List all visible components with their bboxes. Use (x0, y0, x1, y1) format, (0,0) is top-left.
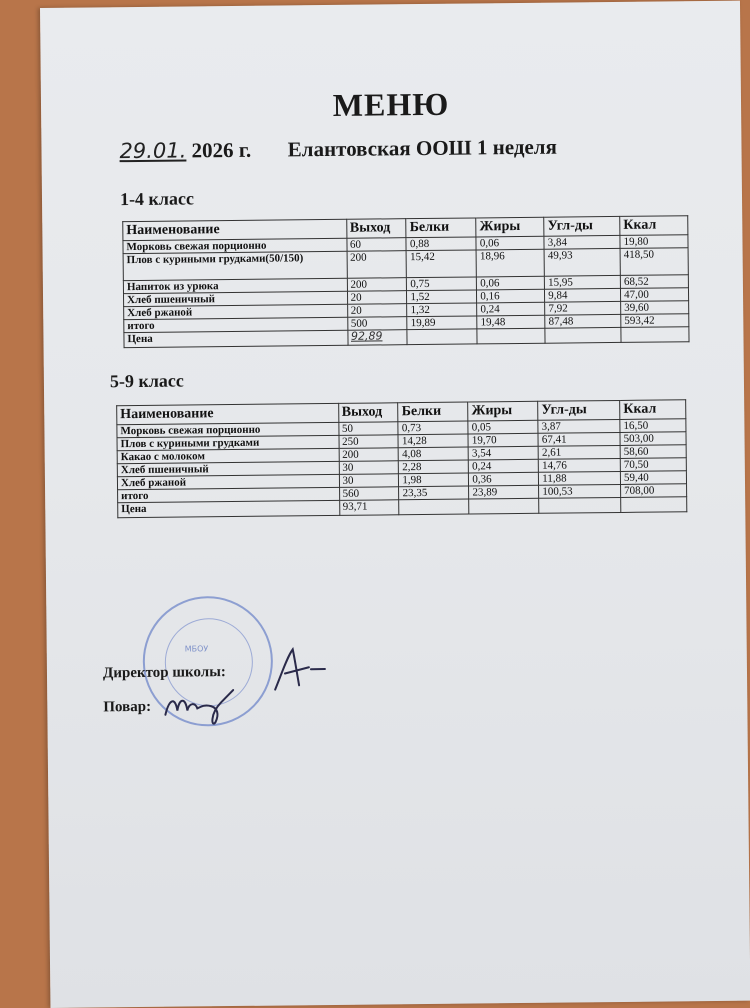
cell-carbs: 100,53 (539, 484, 621, 498)
cell-yield: 250 (338, 435, 398, 449)
cell-fats: 0,36 (469, 472, 539, 486)
total-label: итого (124, 317, 348, 332)
header-name: Наименование (123, 219, 347, 240)
cook-signature (159, 684, 239, 731)
cell-fats: 0,06 (477, 276, 545, 290)
header-carbs: Угл-ды (544, 216, 620, 236)
cell-carbs: 49,93 (544, 248, 620, 276)
header-yield: Выход (346, 219, 406, 239)
menu-table-5-9 (116, 399, 687, 518)
cell-kcal: 68,52 (620, 275, 688, 289)
header-kcal: Ккал (620, 216, 688, 236)
cell-kcal: 503,00 (620, 432, 686, 446)
cell-proteins: 0,88 (406, 237, 476, 251)
header-kcal: Ккал (620, 400, 686, 420)
header-fats: Жиры (476, 217, 544, 237)
header-fats: Жиры (468, 401, 538, 421)
header-name: Наименование (117, 403, 339, 424)
header-carbs: Угл-ды (538, 400, 620, 420)
cell-carbs: 2,61 (538, 445, 620, 459)
cell-carbs: 3,84 (544, 235, 620, 249)
cell-fats: 0,24 (477, 302, 545, 316)
cell-kcal: 418,50 (620, 248, 688, 276)
cell-carbs: 3,87 (538, 419, 620, 433)
dish-name: Плов с куриными грудками (117, 435, 339, 450)
paper-sheet (40, 1, 750, 1008)
cell-proteins: 2,28 (399, 460, 469, 474)
cell-fats: 0,06 (476, 236, 544, 250)
cell-yield: 60 (346, 238, 406, 252)
cell-proteins: 14,28 (398, 434, 468, 448)
cell-fats: 0,24 (469, 459, 539, 473)
cell-kcal: 16,50 (620, 419, 686, 433)
cell-yield: 20 (347, 304, 407, 318)
cell-kcal: 47,00 (621, 288, 689, 302)
cell-yield: 30 (339, 461, 399, 475)
director-label: Директор школы: (102, 664, 226, 682)
cell-kcal: 70,50 (620, 458, 686, 472)
cell-kcal: 593,42 (621, 314, 689, 328)
header-yield: Выход (338, 403, 398, 423)
cell-yield: 30 (339, 474, 399, 488)
cell-proteins: 23,35 (399, 486, 469, 500)
cell-proteins: 1,32 (407, 303, 477, 317)
cell-proteins: 1,52 (407, 290, 477, 304)
cell-kcal: 39,60 (621, 301, 689, 315)
price-label: Цена (118, 500, 340, 517)
cell-fats: 23,89 (469, 485, 539, 499)
cell-fats: 0,05 (468, 420, 538, 434)
date-year: 2026 г. (191, 137, 252, 163)
dish-name: Хлеб пшеничный (117, 461, 339, 476)
cell-proteins: 1,98 (399, 473, 469, 487)
cell-yield: 500 (347, 317, 407, 331)
cell-proteins: 0,73 (398, 421, 468, 435)
cell-yield: 560 (339, 487, 399, 501)
dish-name: Хлеб ржаной (124, 304, 348, 319)
cell-kcal: 59,40 (620, 471, 686, 485)
cell-carbs: 67,41 (538, 432, 620, 446)
price-value: 93,71 (339, 500, 399, 516)
cell-proteins: 15,42 (406, 250, 476, 278)
cell-proteins: 0,75 (407, 277, 477, 291)
cell-fats: 19,48 (477, 315, 545, 329)
dish-name: Плов с куриными грудками(50/150) (123, 251, 347, 280)
cook-label: Повар: (103, 698, 152, 716)
menu-table-1-4 (122, 215, 689, 348)
dish-name: Морковь свежая порционно (123, 238, 347, 253)
stamp-text: МБОУ (184, 644, 209, 654)
dish-name: Хлеб пшеничный (123, 291, 347, 306)
cell-kcal: 58,60 (620, 445, 686, 459)
header-proteins: Белки (406, 218, 476, 238)
cell-fats: 3,54 (468, 446, 538, 460)
cell-carbs: 7,92 (545, 301, 621, 315)
cell-carbs: 9,84 (545, 288, 621, 302)
cell-proteins: 4,08 (399, 447, 469, 461)
handwritten-date: 29.01. (119, 138, 187, 164)
cell-yield: 200 (347, 251, 407, 279)
price-value-handwritten: 92,89 (350, 329, 383, 343)
cell-carbs: 11,88 (539, 471, 621, 485)
price-label: Цена (124, 330, 348, 347)
section-label-5-9: 5-9 класс (109, 370, 184, 392)
cell-yield: 20 (347, 291, 407, 305)
cell-yield: 50 (338, 422, 398, 436)
total-label: итого (118, 487, 340, 502)
cell-yield: 200 (339, 448, 399, 462)
cell-kcal: 708,00 (621, 484, 687, 498)
cell-fats: 0,16 (477, 289, 545, 303)
cell-kcal: 19,80 (620, 235, 688, 249)
cell-carbs: 87,48 (545, 314, 621, 328)
director-signature (267, 645, 327, 694)
school-name: Елантовская ООШ 1 неделя (287, 134, 558, 162)
dish-name: Напиток из урюка (123, 278, 347, 293)
cell-proteins: 19,89 (407, 316, 477, 330)
cell-fats: 18,96 (476, 249, 544, 277)
header-proteins: Белки (398, 402, 468, 422)
page-title: МЕНЮ (332, 85, 450, 123)
cell-yield: 200 (347, 278, 407, 292)
dish-name: Хлеб ржаной (117, 474, 339, 489)
section-label-1-4: 1-4 класс (119, 188, 195, 210)
dish-name: Какао с молоком (117, 448, 339, 463)
cell-fats: 19,70 (468, 433, 538, 447)
document-subtitle (119, 135, 557, 165)
cell-carbs: 14,76 (538, 458, 620, 472)
dish-name: Морковь свежая порционно (117, 422, 339, 437)
cell-carbs: 15,95 (545, 275, 621, 289)
